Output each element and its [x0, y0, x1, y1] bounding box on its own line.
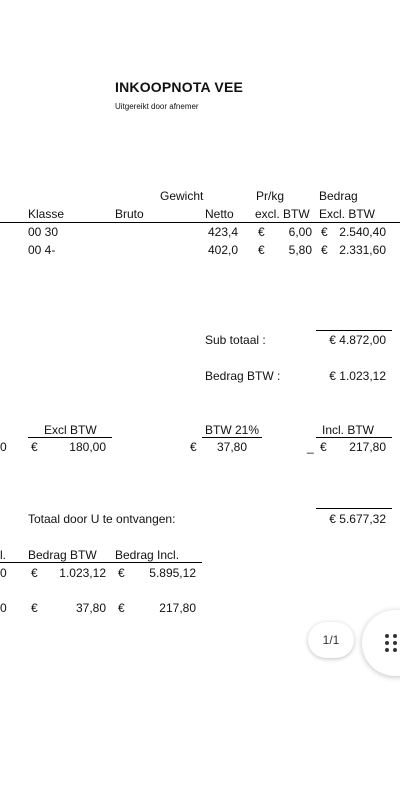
- row1-euro1: €: [258, 225, 265, 239]
- excl-value: 180,00: [69, 440, 106, 454]
- incl-btw-header: Incl. BTW: [322, 423, 375, 437]
- btw21-underline: [202, 437, 262, 438]
- subtotal-label: Sub totaal :: [205, 333, 266, 347]
- row2-euro2: €: [321, 243, 328, 257]
- btw-left-digit: 0: [0, 440, 7, 454]
- incl-euro: €: [320, 440, 327, 454]
- header-underline: [0, 222, 400, 223]
- btw-label: Bedrag BTW :: [205, 369, 281, 383]
- excl-euro: €: [31, 440, 38, 454]
- incl-btw-underline: [316, 437, 392, 438]
- page-indicator-text: 1/1: [322, 633, 340, 647]
- bottom-row1-euro2: €: [118, 566, 125, 580]
- bottom-row1-euro1: €: [31, 566, 38, 580]
- bottom-col-l: l.: [0, 548, 6, 562]
- subtotal-value: € 4.872,00: [329, 333, 386, 347]
- bottom-header-underline: [0, 562, 202, 563]
- grand-total-overline: [316, 508, 392, 509]
- grid-dots-icon: [384, 633, 398, 653]
- btw-value: € 1.023,12: [329, 369, 386, 383]
- row2-netto: 402,0: [207, 243, 238, 257]
- bottom-col-btw: Bedrag BTW: [28, 548, 97, 562]
- bottom-row2-left: 0: [0, 601, 7, 615]
- header-prkg-sub: excl. BTW: [255, 207, 310, 221]
- row2-klasse: 00 4-: [28, 243, 56, 257]
- subtotal-overline: [316, 330, 392, 331]
- grand-total-value: € 5.677,32: [329, 512, 386, 526]
- row1-netto: 423,4: [207, 225, 238, 239]
- header-bruto: Bruto: [115, 207, 144, 221]
- grid-menu-button[interactable]: [362, 610, 400, 676]
- incl-dash: _: [307, 440, 314, 454]
- row2-bedrag: 2.331,60: [339, 243, 386, 257]
- header-bedrag-sub: Excl. BTW: [319, 207, 375, 221]
- excl-btw-header: Excl BTW: [44, 423, 97, 437]
- row1-prkg: 6,00: [288, 225, 312, 239]
- bottom-row1-left: 0: [0, 566, 7, 580]
- row1-euro2: €: [321, 225, 328, 239]
- header-klasse: Klasse: [28, 207, 65, 221]
- grand-total-label: Totaal door U te ontvangen:: [28, 512, 176, 526]
- btw-euro: €: [190, 440, 197, 454]
- bottom-col-incl: Bedrag Incl.: [115, 548, 180, 562]
- btw21-value: 37,80: [216, 440, 247, 454]
- header-netto: Netto: [205, 207, 234, 221]
- document-title: INKOOPNOTA VEE: [115, 79, 244, 95]
- excl-btw-underline: [28, 437, 112, 438]
- row2-prkg: 5,80: [288, 243, 312, 257]
- row1-bedrag: 2.540,40: [339, 225, 386, 239]
- bottom-row2-btw: 37,80: [75, 601, 106, 615]
- bottom-row1-btw: 1.023,12: [59, 566, 106, 580]
- page-indicator[interactable]: [308, 622, 354, 658]
- header-bedrag: Bedrag: [319, 189, 358, 203]
- bottom-row2-euro2: €: [118, 601, 125, 615]
- header-gewicht: Gewicht: [160, 189, 204, 203]
- header-prkg: Pr/kg: [256, 189, 285, 203]
- bottom-row1-incl: 5.895,12: [149, 566, 196, 580]
- document-subtitle: Uitgereikt door afnemer: [115, 102, 199, 111]
- bottom-row2-incl: 217,80: [159, 601, 196, 615]
- row1-klasse: 00 30: [28, 225, 59, 239]
- row2-euro1: €: [258, 243, 265, 257]
- bottom-row2-euro1: €: [31, 601, 38, 615]
- incl-value: 217,80: [349, 440, 386, 454]
- btw21-header: BTW 21%: [205, 423, 260, 437]
- cut-off-text-artifact: [235, 0, 285, 2]
